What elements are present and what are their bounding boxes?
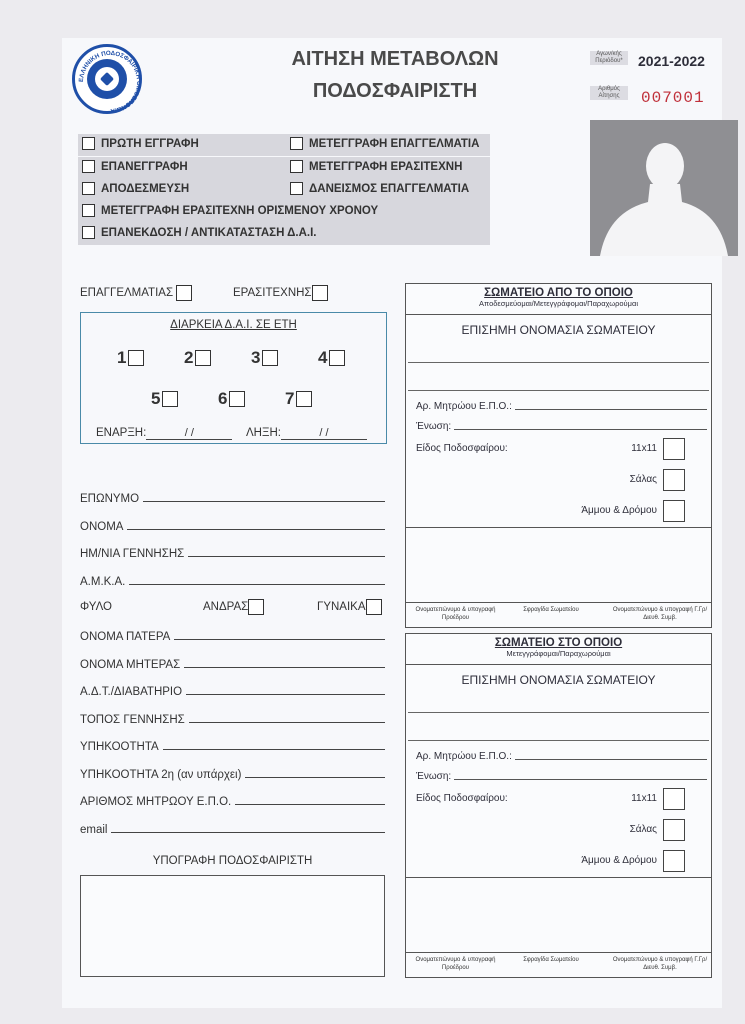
logo-text-ring [75, 47, 145, 117]
form-title-line1: ΑΙΤΗΣΗ ΜΕΤΑΒΟΛΩΝ [291, 48, 499, 70]
pro-option[interactable]: ΕΠΑΓΓΕΛΜΑΤΙΑΣ [80, 285, 192, 301]
app-number-value: 007001 [641, 89, 705, 107]
pro-checkbox[interactable] [176, 285, 192, 301]
checkbox[interactable] [128, 350, 144, 366]
club-to-type-11x11-checkbox[interactable] [663, 788, 685, 810]
checkbox[interactable] [290, 137, 303, 150]
father-name-input[interactable] [174, 638, 385, 640]
checkbox[interactable] [262, 350, 278, 366]
name-field[interactable] [80, 517, 385, 533]
female-option[interactable]: ΓΥΝΑΙΚΑ [317, 599, 382, 615]
checkbox[interactable] [82, 137, 95, 150]
club-to-type-sand-label: Άμμου & Δρόμου [581, 855, 657, 866]
email-field[interactable] [80, 820, 385, 836]
amateur-option[interactable]: ΕΡΑΣΙΤΕΧΝΗΣ [233, 285, 328, 301]
club-from-name-line[interactable] [408, 362, 709, 363]
app-number-label: Αριθμός Αίτησης [590, 86, 628, 100]
surname-field[interactable] [80, 489, 385, 505]
club-from-type-sand-checkbox[interactable] [663, 500, 685, 522]
divider [406, 952, 711, 953]
birthdate-field[interactable] [80, 544, 385, 560]
checkbox[interactable] [82, 226, 95, 239]
id-passport-input[interactable] [186, 693, 385, 695]
period-value: 2021-2022 [638, 53, 705, 69]
divider [406, 527, 711, 528]
checkbox[interactable] [290, 160, 303, 173]
club-to-secretary-signature-label: Ονοματεπώνυμο & υπογραφή Γ.Γρ/Διευθ. Συμβ. [612, 957, 708, 971]
amateur-checkbox[interactable] [312, 285, 328, 301]
club-to-box [405, 633, 712, 978]
female-checkbox[interactable] [366, 599, 382, 615]
amka-input[interactable] [129, 583, 385, 585]
end-date-input[interactable]: / / [281, 427, 367, 440]
male-option[interactable]: ΑΝΔΡΑΣ [203, 599, 264, 615]
father-name-label: ΟΝΟΜΑ ΠΑΤΕΡΑ [80, 631, 171, 643]
amka-label: Α.Μ.Κ.Α. [80, 576, 126, 588]
name-label: ΟΝΟΜΑ [80, 521, 124, 533]
year-option-3[interactable]: 3 [251, 348, 278, 368]
id-passport-field[interactable] [80, 682, 385, 698]
epo-number-label: ΑΡΙΘΜΟΣ ΜΗΤΡΩΟΥ Ε.Π.Ο. [80, 796, 232, 808]
name-input[interactable] [127, 528, 385, 530]
club-to-header [406, 634, 711, 665]
signature-title: ΥΠΟΓΡΑΦΗ ΠΟΔΟΣΦΑΙΡΙΣΤΗ [152, 855, 313, 867]
club-from-type-sand-label: Άμμου & Δρόμου [581, 505, 657, 516]
duration-box [80, 312, 387, 444]
checkbox[interactable] [82, 182, 95, 195]
option-reissue[interactable]: ΕΠΑΝΕΚΔΟΣΗ / ΑΝΤΙΚΑΤΑΣΤΑΣΗ Δ.Α.Ι. [82, 226, 317, 239]
club-from-type-hall-checkbox[interactable] [663, 469, 685, 491]
club-from-box [405, 283, 712, 628]
checkbox[interactable] [82, 160, 95, 173]
club-from-header [406, 284, 711, 315]
year-option-2[interactable]: 2 [184, 348, 211, 368]
citizenship2-input[interactable] [245, 776, 385, 778]
option-pro-loan[interactable]: ΔΑΝΕΙΣΜΟΣ ΕΠΑΓΓΕΛΜΑΤΙΑ [290, 182, 469, 195]
mother-name-label: ΟΝΟΜΑ ΜΗΤΕΡΑΣ [80, 659, 181, 671]
checkbox[interactable] [290, 182, 303, 195]
club-to-type-hall-label: Σάλας [629, 824, 657, 835]
year-option-6[interactable]: 6 [218, 389, 245, 409]
club-from-official-name-label: ΕΠΙΣΗΜΗ ΟΝΟΜΑΣΙΑ ΣΩΜΑΤΕΙΟΥ [461, 323, 656, 337]
email-label: email [80, 824, 108, 836]
option-amateur-transfer[interactable]: ΜΕΤΕΓΓΡΑΦΗ ΕΡΑΣΙΤΕΧΝΗ [290, 160, 462, 173]
club-to-type-sand-checkbox[interactable] [663, 850, 685, 872]
epo-number-field[interactable] [80, 792, 385, 808]
checkbox[interactable] [82, 204, 95, 217]
end-date-field[interactable]: ΛΗΞΗ: / / [246, 427, 367, 440]
birthplace-field[interactable] [80, 710, 385, 726]
option-re-registration[interactable]: ΕΠΑΝΕΓΓΡΑΦΗ [82, 160, 188, 173]
epo-number-input[interactable] [235, 803, 385, 805]
photo-placeholder[interactable] [590, 120, 738, 256]
club-to-name-line[interactable] [408, 712, 709, 713]
form-title-line2: ΠΟΔΟΣΦΑΙΡΙΣΤΗ [312, 80, 478, 102]
duration-title: ΔΙΑΡΚΕΙΑ Δ.Α.Ι. ΣΕ ΕΤΗ [170, 319, 297, 331]
epo-logo [72, 44, 142, 114]
club-to-union-field[interactable]: Ένωση: [416, 771, 707, 782]
citizenship-input[interactable] [163, 748, 385, 750]
club-from-secretary-signature-label: Ονοματεπώνυμο & υπογραφή Γ.Γρ/Διευθ. Συμβ. [612, 607, 708, 621]
club-from-football-type-label: Είδος Ποδοσφαίρου: [416, 443, 508, 454]
email-input[interactable] [111, 831, 385, 833]
surname-input[interactable] [143, 500, 385, 502]
year-option-7[interactable]: 7 [285, 389, 312, 409]
period-label: Αγων/κής Περιόδου* [590, 51, 628, 65]
birthplace-input[interactable] [189, 721, 385, 723]
club-to-president-signature-label: Ονοματεπώνυμο & υπογραφή Προέδρου [415, 957, 496, 971]
club-to-stamp-label: Σφραγίδα Σωματείου [523, 957, 579, 963]
start-date-input[interactable]: / / [146, 427, 232, 440]
club-to-title: ΣΩΜΑΤΕΙΟ ΣΤΟ ΟΠΟΙΟ [494, 637, 623, 649]
checkbox[interactable] [162, 391, 178, 407]
citizenship2-label: ΥΠΗΚΟΟΤΗΤΑ 2η (αν υπάρχει) [80, 769, 242, 781]
year-option-1[interactable]: 1 [117, 348, 144, 368]
year-option-4[interactable]: 4 [318, 348, 345, 368]
club-from-subtitle: Αποδεσμεύομαι/Μετεγγράφομαι/Παραχωρούμαι [479, 299, 638, 308]
signature-box[interactable] [80, 875, 385, 977]
club-to-subtitle: Μετεγγράφομαι/Παραχωρούμαι [506, 649, 611, 658]
person-silhouette-icon [590, 120, 738, 256]
svg-text:ΕΛΛΗΝΙΚΗ ΠΟΔΟΣΦΑΙΡΙΚΗ ΟΜΟΣΠΟΝΔ: ΕΛΛΗΝΙΚΗ ΠΟΔΟΣΦΑΙΡΙΚΗ ΟΜΟΣΠΟΝΔΙΑ [77, 49, 143, 115]
club-from-registry-field[interactable]: Αρ. Μητρώου Ε.Π.Ο.: [416, 401, 707, 412]
club-from-type-11x11-checkbox[interactable] [663, 438, 685, 460]
gender-label: ΦΥΛΟ [80, 601, 113, 613]
start-date-field[interactable]: ΕΝΑΡΞΗ: / / [96, 427, 232, 440]
surname-label: ΕΠΩΝΥΜΟ [80, 493, 140, 505]
id-passport-label: Α.Δ.Τ./ΔΙΑΒΑΤΗΡΙΟ [80, 686, 183, 698]
checkbox[interactable] [296, 391, 312, 407]
divider [406, 877, 711, 878]
citizenship-field[interactable] [80, 737, 385, 753]
option-release[interactable]: ΑΠΟΔΕΣΜΕΥΣΗ [82, 182, 189, 195]
club-from-union-field[interactable]: Ένωση: [416, 421, 707, 432]
club-from-name-line[interactable] [408, 390, 709, 391]
year-option-5[interactable]: 5 [151, 389, 178, 409]
citizenship-label: ΥΠΗΚΟΟΤΗΤΑ [80, 741, 159, 753]
amka-field[interactable] [80, 572, 385, 588]
checkbox[interactable] [229, 391, 245, 407]
mother-name-field[interactable] [80, 655, 385, 671]
citizenship2-field[interactable] [80, 765, 385, 781]
club-to-official-name-label: ΕΠΙΣΗΜΗ ΟΝΟΜΑΣΙΑ ΣΩΜΑΤΕΙΟΥ [461, 673, 656, 687]
club-from-stamp-label: Σφραγίδα Σωματείου [523, 607, 579, 613]
club-to-type-11x11-label: 11x11 [631, 793, 657, 804]
birthplace-label: ΤΟΠΟΣ ΓΕΝΝΗΣΗΣ [80, 714, 185, 726]
club-to-type-hall-checkbox[interactable] [663, 819, 685, 841]
male-checkbox[interactable] [248, 599, 264, 615]
club-from-president-signature-label: Ονοματεπώνυμο & υπογραφή Προέδρου [415, 607, 496, 621]
club-from-title: ΣΩΜΑΤΕΙΟ ΑΠΟ ΤΟ ΟΠΟΙΟ [484, 287, 633, 299]
birthdate-input[interactable] [188, 555, 385, 557]
checkbox[interactable] [329, 350, 345, 366]
option-fixed-term-transfer[interactable]: ΜΕΤΕΓΓΡΑΦΗ ΕΡΑΣΙΤΕΧΝΗ ΟΡΙΣΜΕΝΟΥ ΧΡΟΝΟΥ [82, 204, 378, 217]
club-to-football-type-label: Είδος Ποδοσφαίρου: [416, 793, 508, 804]
club-from-type-hall-label: Σάλας [629, 474, 657, 485]
club-from-type-11x11-label: 11x11 [631, 443, 657, 454]
divider [406, 602, 711, 603]
checkbox[interactable] [195, 350, 211, 366]
option-first-registration[interactable]: ΠΡΩΤΗ ΕΓΓΡΑΦΗ [82, 137, 199, 150]
birthdate-label: ΗΜ/ΝΙΑ ΓΕΝΝΗΣΗΣ [80, 548, 185, 560]
option-pro-transfer[interactable]: ΜΕΤΕΓΓΡΑΦΗ ΕΠΑΓΓΕΛΜΑΤΙΑ [290, 137, 479, 150]
club-to-name-line[interactable] [408, 740, 709, 741]
club-to-registry-field[interactable]: Αρ. Μητρώου Ε.Π.Ο.: [416, 751, 707, 762]
mother-name-input[interactable] [184, 666, 385, 668]
father-name-field[interactable] [80, 627, 385, 643]
